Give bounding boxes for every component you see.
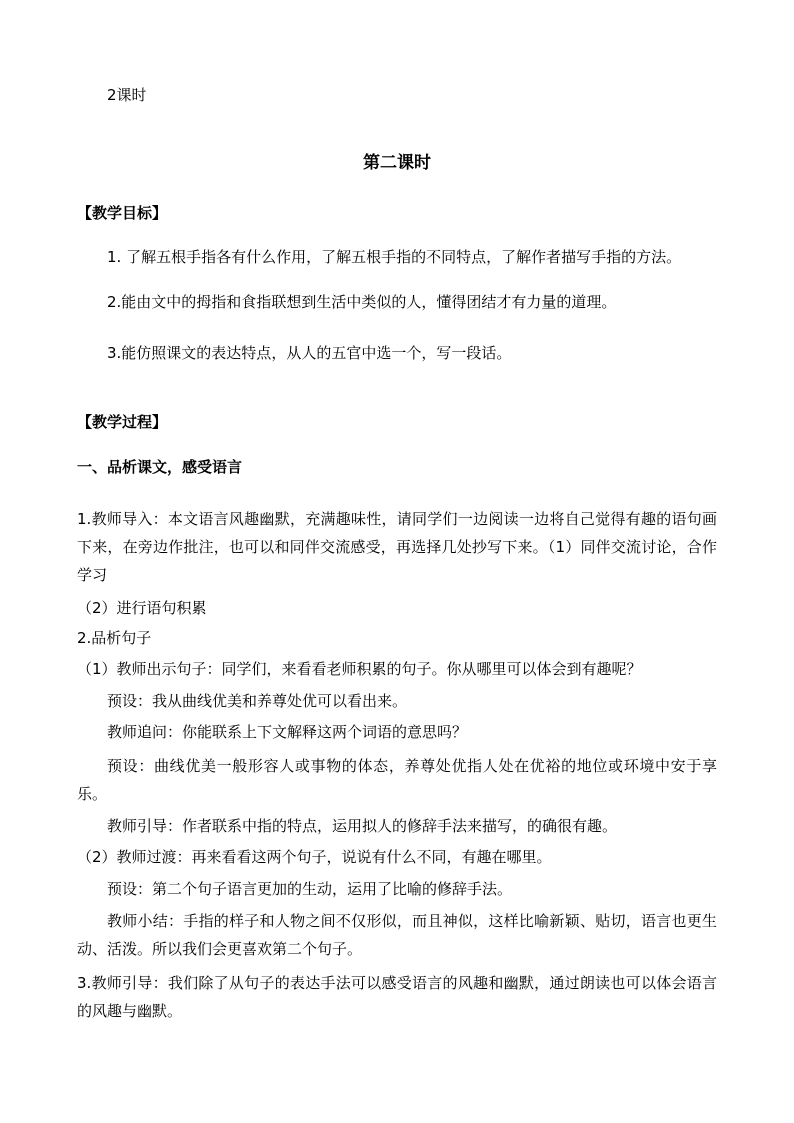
objective-item-1: 1. 了解五根手指各有什么作用，了解五根手指的不同特点，了解作者描写手指的方法。 <box>107 248 682 266</box>
list-item: （1）教师出示句子：同学们，来看看老师积累的句子。你从哪里可以体会到有趣呢？ <box>77 660 642 678</box>
objective-item-2: 2.能由文中的拇指和食指联想到生活中类似的人，懂得团结才有力量的道理。 <box>107 293 617 311</box>
page-title: 第二课时 <box>363 153 431 173</box>
section-title: 一、品析课文，感受语言 <box>77 458 243 476</box>
paragraph-intro: 1.教师导入：本文语言风趣幽默，充满趣味性，请同学们一边阅读一边将自己觉得有趣的语句画下来，在旁边作批注，也可以和同伴交流感受，再选择几处抄写下来。（1）同伴交流讨论，合作学习 <box>77 510 717 584</box>
list-item: （2）进行语句积累 <box>77 599 207 617</box>
list-item: 教师引导：作者联系中指的特点，运用拟人的修辞手法来描写，的确很有趣。 <box>107 817 618 835</box>
list-item: 2.品析句子 <box>77 629 152 647</box>
process-heading: 【教学过程】 <box>77 413 168 431</box>
list-item: 教师追问：你能联系上下文解释这两个词语的意思吗？ <box>107 723 468 741</box>
lesson-count: 2课时 <box>107 86 147 104</box>
list-item: （2）教师过渡：再来看看这两个句子，说说有什么不同，有趣在哪里。 <box>77 848 552 866</box>
objective-item-3: 3.能仿照课文的表达特点，从人的五官中选一个，写一段话。 <box>107 344 512 362</box>
paragraph-summary: 教师小结：手指的样子和人物之间不仅形似，而且神似，这样比喻新颖、贴切，语言也更生动、活泼。所以我们会更喜欢第二个句子。 <box>77 912 717 958</box>
list-item: 预设：我从曲线优美和养尊处优可以看出来。 <box>107 692 408 710</box>
paragraph-preset: 预设：曲线优美一般形容人或事物的体态，养尊处优指人处在优裕的地位或环境中安于享乐。 <box>77 757 717 803</box>
objectives-heading: 【教学目标】 <box>77 204 168 222</box>
paragraph-guide: 3.教师引导：我们除了从句子的表达手法可以感受语言的风趣和幽默，通过朗读也可以体会语言的风趣与幽默。 <box>77 974 717 1020</box>
list-item: 预设：第二个句子语言更加的生动，运用了比喻的修辞手法。 <box>107 880 513 898</box>
